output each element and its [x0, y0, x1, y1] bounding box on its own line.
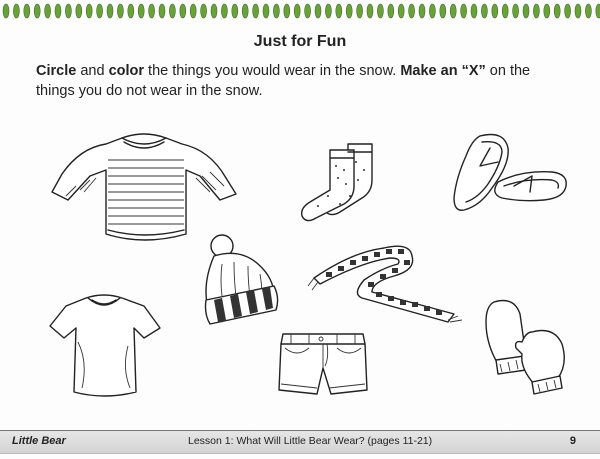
flip-flops-icon[interactable]: [452, 132, 570, 214]
spiral-coil: [409, 4, 415, 18]
spiral-coil: [565, 4, 571, 18]
spiral-coil: [253, 4, 259, 18]
spiral-coil: [481, 4, 487, 18]
page-title: Just for Fun: [253, 33, 347, 50]
spiral-coil: [221, 4, 227, 18]
spiral-coil: [492, 4, 498, 18]
spiral-coil: [138, 4, 144, 18]
spiral-coil: [388, 4, 394, 18]
spiral-coil: [315, 4, 321, 18]
spiral-coil: [273, 4, 279, 18]
spiral-coil: [242, 4, 248, 18]
spiral-coil: [284, 4, 290, 18]
socks-icon[interactable]: [300, 140, 392, 228]
spiral-coil: [24, 4, 30, 18]
spiral-coil: [169, 4, 175, 18]
spiral-coil: [523, 4, 529, 18]
spiral-coil: [86, 4, 92, 18]
spiral-coil: [211, 4, 217, 18]
spiral-coil: [34, 4, 40, 18]
spiral-coil: [450, 4, 456, 18]
spiral-coil: [263, 4, 269, 18]
instruction-color: color: [108, 63, 145, 79]
spiral-coil: [336, 4, 342, 18]
spiral-coil: [440, 4, 446, 18]
spiral-coil: [585, 4, 591, 18]
spiral-coil: [117, 4, 123, 18]
spiral-coil: [3, 4, 9, 18]
spiral-coil: [159, 4, 165, 18]
page-footer: [0, 430, 600, 454]
spiral-coil: [554, 4, 560, 18]
mittens-icon[interactable]: [482, 298, 568, 394]
spiral-coil: [232, 4, 238, 18]
spiral-coil: [107, 4, 113, 18]
spiral-coil: [513, 4, 519, 18]
spiral-coil: [294, 4, 300, 18]
spiral-coil: [180, 4, 186, 18]
spiral-coil: [398, 4, 404, 18]
spiral-coil: [55, 4, 61, 18]
spiral-coil: [419, 4, 425, 18]
spiral-coil: [429, 4, 435, 18]
spiral-coil: [149, 4, 155, 18]
spiral-coil: [377, 4, 383, 18]
instructions-text: Circle and color the things you would wear in the snow. Make an “X” on the things you do not wear in the snow.: [36, 63, 531, 99]
spiral-coil: [305, 4, 311, 18]
spiral-coil: [65, 4, 71, 18]
page-number: 9: [569, 435, 576, 447]
lesson-title: Lesson 1: What Will Little Bear Wear? (pages 11-21): [188, 435, 433, 447]
spiral-coil: [346, 4, 352, 18]
spiral-coil: [461, 4, 467, 18]
spiral-binding: [0, 0, 600, 22]
instruction-circle: Circle: [36, 63, 77, 79]
spiral-coil: [13, 4, 19, 18]
sweater-icon[interactable]: [50, 130, 238, 248]
spiral-coil: [201, 4, 207, 18]
knit-hat-icon[interactable]: [200, 234, 282, 328]
spiral-coil: [357, 4, 363, 18]
spiral-coil: [76, 4, 82, 18]
spiral-coil: [471, 4, 477, 18]
shorts-icon[interactable]: [277, 332, 369, 396]
spiral-coil: [45, 4, 51, 18]
spiral-coil: [367, 4, 373, 18]
spiral-coil: [533, 4, 539, 18]
instruction-make-x: Make an “X”: [400, 63, 486, 79]
spiral-coil: [575, 4, 581, 18]
spiral-coil: [97, 4, 103, 18]
spiral-coil: [128, 4, 134, 18]
spiral-coil: [544, 4, 550, 18]
spiral-coil: [596, 4, 600, 18]
spiral-coil: [190, 4, 196, 18]
t-shirt-icon[interactable]: [48, 292, 162, 400]
spiral-coil: [325, 4, 331, 18]
spiral-coil: [502, 4, 508, 18]
book-title: Little Bear: [12, 435, 66, 447]
checkered-scarf-icon[interactable]: [312, 236, 464, 322]
